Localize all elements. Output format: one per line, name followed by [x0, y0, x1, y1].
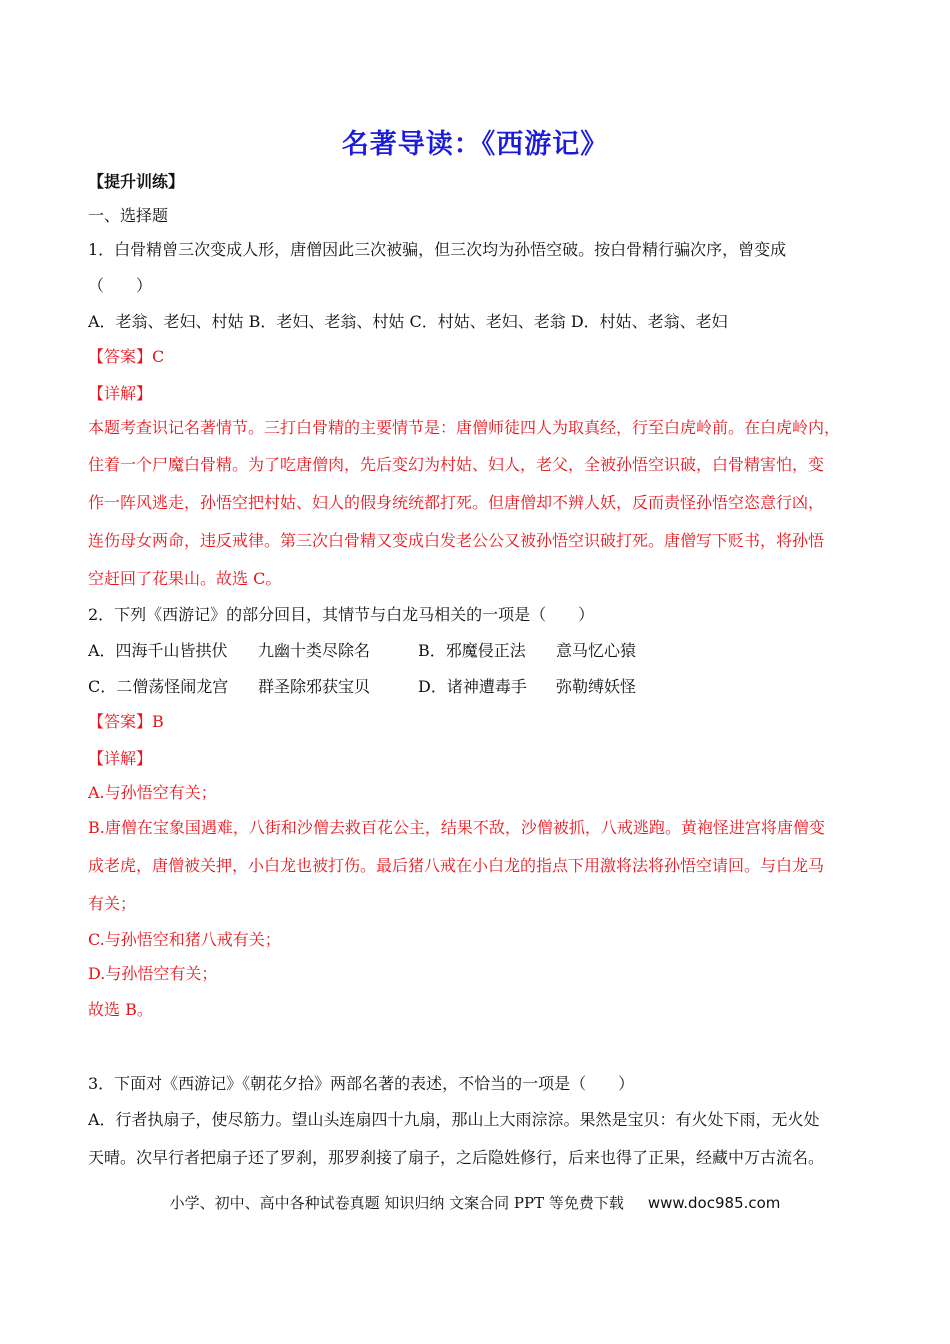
q3-option-a-line: 天晴。次早行者把扇子还了罗刹，那罗刹接了扇子，之后隐姓修行，后来也得了正果，经藏中万古流名。 — [88, 1148, 825, 1167]
section-heading: 一、选择题 — [88, 206, 169, 225]
q2-option-c-part2: 群圣除邪获宝贝 — [258, 677, 371, 696]
q2-detail-line: B.唐僧在宝象国遇难，八街和沙僧去救百花公主，结果不敌，沙僧被抓，八戒逃跑。黄袍怪进宫将唐僧变 — [88, 818, 825, 837]
footer-text: 小学、初中、高中各种试卷真题 知识归纳 文案合同 PPT 等免费下载 — [169, 1194, 624, 1212]
q2-detail-line: 有关； — [88, 894, 137, 913]
q1-stem: 1．白骨精曾三次变成人形，唐僧因此三次被骗，但三次均为孙悟空破。按白骨精行骗次序，曾变成 — [88, 240, 787, 259]
q2-detail-label: 【详解】 — [88, 749, 153, 768]
q3-option-a-line: A．行者执扇子，使尽筋力。望山头连扇四十九扇，那山上大雨淙淙。果然是宝贝：有火处下雨，无火处 — [88, 1110, 820, 1129]
q2-option-a-part2: 九幽十类尽除名 — [258, 641, 371, 660]
q1-detail-line: 作一阵风逃走，孙悟空把村姑、妇人的假身统统都打死。但唐僧却不辨人妖，反而责怪孙悟空恣意行凶， — [88, 493, 825, 512]
section-tag: 【提升训练】 — [88, 172, 185, 191]
q3-stem: 3．下面对《西游记》《朝花夕拾》两部名著的表述，不恰当的一项是（ ） — [88, 1074, 635, 1093]
q2-detail-line: 成老虎，唐僧被关押，小白龙也被打伤。最后猪八戒在小白龙的指点下用激将法将孙悟空请回。与白龙马 — [88, 856, 825, 875]
q2-option-c-part1: C．二僧荡怪闹龙宫 — [88, 677, 229, 696]
q1-detail-label: 【详解】 — [88, 384, 153, 403]
q2-detail-line: C.与孙悟空和猪八戒有关； — [88, 930, 281, 949]
q2-option-b-part2: 意马忆心猿 — [556, 641, 637, 660]
q1-answer: 【答案】C — [88, 347, 165, 366]
q2-option-b-part1: B．邪魔侵正法 — [418, 641, 526, 660]
q1-options: A．老翁、老妇、村姑 B．老妇、老翁、村姑 C．村姑、老妇、老翁 D．村姑、老翁、老妇 — [88, 312, 728, 331]
q2-stem: 2．下列《西游记》的部分回目，其情节与白龙马相关的一项是（ ） — [88, 605, 595, 624]
q1-blank: （ ） — [88, 276, 153, 295]
q2-detail-line: 故选 B。 — [88, 1000, 153, 1019]
q1-detail-line: 本题考查识记名著情节。三打白骨精的主要情节是：唐僧师徒四人为取真经，行至白虎岭前。在白虎岭内， — [88, 418, 841, 437]
page-footer — [0, 1192, 950, 1213]
q2-detail-line: A.与孙悟空有关； — [88, 783, 217, 802]
q2-detail-line: D.与孙悟空有关； — [88, 964, 218, 983]
q2-answer: 【答案】B — [88, 712, 164, 731]
q1-detail-line: 空赶回了花果山。故选 C。 — [88, 569, 282, 588]
footer-link[interactable]: www.doc985.com — [647, 1194, 781, 1212]
q2-option-d-part1: D．诸神遭毒手 — [418, 677, 527, 696]
q1-detail-line: 住着一个尸魔白骨精。为了吃唐僧肉，先后变幻为村姑、妇人，老父，全被孙悟空识破，白骨精害怕，变 — [88, 455, 825, 474]
page-title: 名著导读：《西游记》 — [341, 129, 609, 160]
q1-detail-line: 连伤母女两命，违反戒律。第三次白骨精又变成白发老公公又被孙悟空识破打死。唐僧写下贬书，将孙悟 — [88, 531, 825, 550]
q2-option-d-part2: 弥勒缚妖怪 — [556, 677, 637, 696]
q2-option-a-part1: A．四海千山皆拱伏 — [88, 641, 228, 660]
